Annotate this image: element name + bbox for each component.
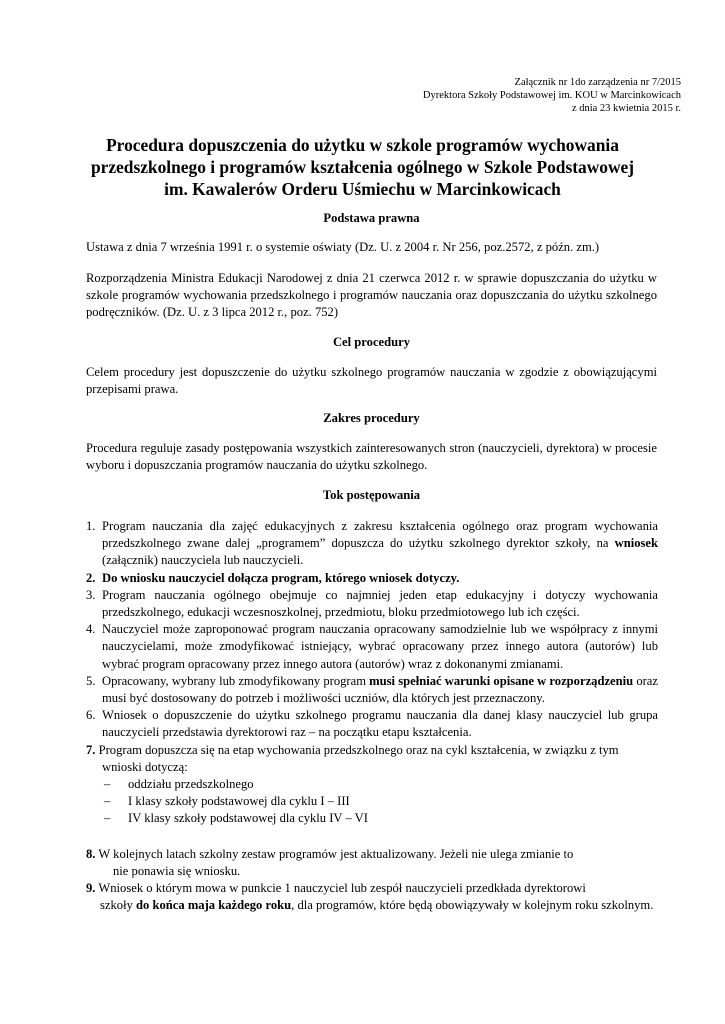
- title-line-2: przedszkolnego i programów kształcenia ogólnego w Szkole Podstawowej: [90, 157, 635, 177]
- sub-item: – oddziału przedszkolnego: [86, 776, 658, 793]
- legal-basis-act: Ustawa z dnia 7 września 1991 r. o systemie oświaty (Dz. U. z 2004 r. Nr 256, poz.2572, z późn. zm.): [86, 240, 600, 254]
- heading-scope: Zakres procedury: [323, 411, 420, 425]
- scope-text: Procedura reguluje zasady postępowania wszystkich zainteresowanych stron (nauczycieli, dyrektora) w procesie wyboru i dopuszczania programów nauczania do użytku szkolnego.: [86, 441, 657, 472]
- item-number: 3.: [86, 587, 96, 602]
- legal-basis-regulation: Rozporządzenia Ministra Edukacji Narodowej z dnia 21 czerwca 2012 r. w sprawie dopuszczania do użytku w szkole programów wychowania przedszkolnego i programów nauczania oraz dopuszczania do użytku szkolnego podręczników. (Dz. U. z 3 lipca 2012 r., poz. 752): [86, 271, 657, 319]
- dash-bullet: –: [104, 777, 111, 792]
- item-number: 7.: [86, 742, 96, 757]
- annex-line-2: Dyrektora Szkoły Podstawowej im. KOU w Marcinkowicach: [422, 90, 681, 101]
- list-item: 3. Program nauczania ogólnego obejmuje co najmniej jeden etap edukacyjny i dotyczy wychowania przedszkolnego, edukacji wczesnoszkolnej, przedmiotu, bloku przedmiotowego lub ich części.: [86, 587, 658, 620]
- annex-note: [281, 76, 681, 115]
- dash-bullet: –: [104, 811, 111, 826]
- item-number: 9.: [86, 881, 96, 896]
- list-item: 7. Program dopuszcza się na etap wychowania przedszkolnego oraz na cykl kształcenia, w związku z tym wnioski dotyczą: – oddziału przedszkolnego – I klasy szkoły podstawowej dla cyklu I – III – IV klasy szkoły podstawowej dla cyklu IV – VI: [86, 742, 658, 828]
- heading-goal: Cel procedury: [332, 335, 411, 349]
- dash-bullet: –: [104, 794, 111, 809]
- annex-line-3: z dnia 23 kwietnia 2015 r.: [571, 103, 681, 114]
- document-title: [80, 134, 645, 200]
- heading-course: Tok postępowania: [322, 488, 421, 502]
- heading-legal-basis: Podstawa prawna: [323, 211, 420, 225]
- list-item: 4. Nauczyciel może zaproponować program nauczania opracowany samodzielnie lub we współpracy z innymi nauczycielami, może zmodyfikować istniejący, wybrać opracowany przez innego autora (autorów) lub wybrać program opracowany przez innego autora (autorów) wraz z dokonanymi zmianami.: [86, 622, 658, 671]
- list-item: 6. Wniosek o dopuszczenie do użytku szkolnego programu nauczania dla danej klasy nauczyciel lub grupa nauczycieli przedstawia dyrektorowi raz – na początku etapu kształcenia.: [86, 708, 658, 740]
- item-number: 8.: [86, 846, 96, 861]
- list-item: 5. Opracowany, wybrany lub zmodyfikowany program musi spełniać warunki opisane w rozporządzeniu oraz musi być dostosowany do potrzeb i możliwości uczniów, dla których jest przeznaczony.: [86, 673, 658, 706]
- item-number: 6.: [86, 708, 96, 723]
- annex-line-1: Załącznik nr 1do zarządzenia nr 7/2015: [514, 77, 681, 88]
- procedure-list: [86, 518, 658, 914]
- list-item: 1. Program nauczania dla zajęć edukacyjnych z zakresu kształcenia ogólnego oraz program wychowania przedszkolnego zwane dalej „programem” dopuszcza do użytku szkolnego dyrektor szkoły, na wniosek (załącznik) nauczyciela lub nauczycieli.: [86, 519, 658, 568]
- item-number: 5.: [86, 673, 96, 688]
- list-item: 9. Wniosek o którym mowa w punkcie 1 nauczyciel lub zespół nauczycieli przedkłada dyrektorowi szkoły do końca maja każdego roku, dla programów, które będą obowiązywały w kolejnym roku szkolnym.: [86, 881, 654, 913]
- title-line-3: im. Kawalerów Orderu Uśmiechu w Marcinkowicach: [164, 179, 561, 199]
- sub-item: – I klasy szkoły podstawowej dla cyklu I – III: [86, 793, 658, 810]
- goal-text: Celem procedury jest dopuszczenie do użytku szkolnego programów nauczania w zgodzie z obowiązującymi przepisami prawa.: [86, 365, 657, 396]
- list-item: 8. W kolejnych latach szkolny zestaw programów jest aktualizowany. Jeżeli nie ulega zmianie to nie ponawia się wniosku.: [86, 846, 574, 878]
- list-item: 2. Do wniosku nauczyciel dołącza program, którego wniosek dotyczy.: [86, 570, 658, 587]
- item-number: 4.: [86, 622, 96, 637]
- sub-item: – IV klasy szkoły podstawowej dla cyklu IV – VI: [86, 810, 658, 827]
- item-number: 1.: [86, 519, 96, 533]
- item-number: 2.: [86, 570, 96, 585]
- title-line-1: Procedura dopuszczenia do użytku w szkole programów wychowania: [106, 135, 619, 155]
